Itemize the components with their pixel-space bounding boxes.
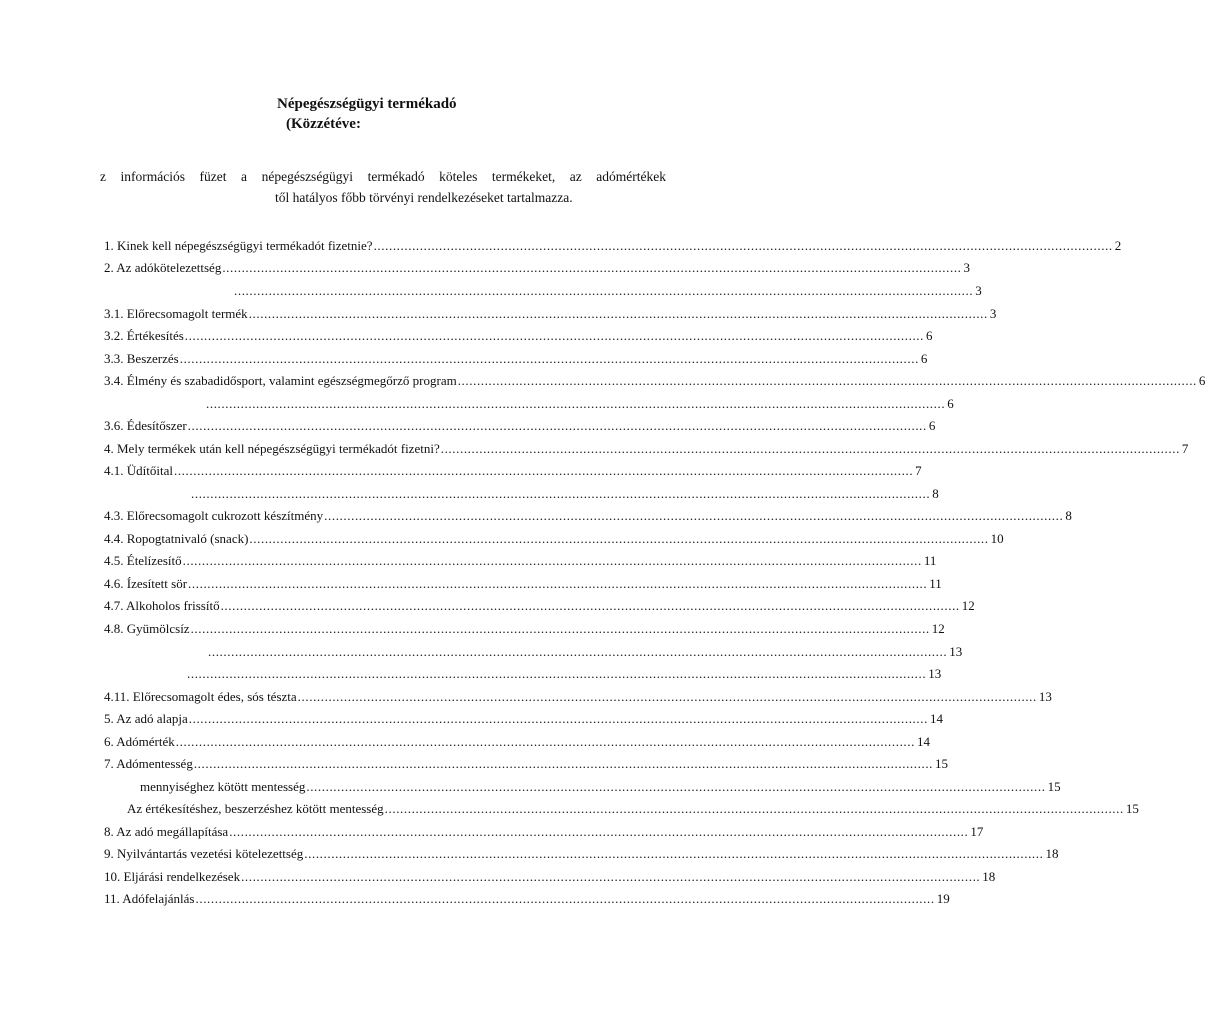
toc-leader-dots: ................................................................................................................................................................................................ bbox=[208, 644, 948, 659]
toc-entry-label: 8. Az adó megállapítása bbox=[104, 824, 229, 839]
toc-entry[interactable] bbox=[104, 440, 1189, 458]
toc-entry-page: 13 bbox=[1038, 689, 1052, 704]
toc-entry-page: 11 bbox=[923, 553, 937, 568]
toc-entry-page: 14 bbox=[916, 734, 930, 749]
toc-leader-dots: ................................................................................................................................................................................................ bbox=[179, 351, 919, 366]
toc-entry-label: 9. Nyilvántartás vezetési kötelezettség bbox=[104, 846, 304, 861]
toc-leader-dots: ................................................................................................................................................................................................ bbox=[306, 779, 1046, 794]
toc-leader-dots: ................................................................................................................................................................................................ bbox=[241, 869, 981, 884]
toc-leader-dots: ................................................................................................................................................................................................ bbox=[190, 621, 930, 636]
toc-entry[interactable] bbox=[190, 485, 939, 503]
toc-entry[interactable] bbox=[104, 597, 975, 615]
toc-leader-dots: ................................................................................................................................................................................................ bbox=[173, 463, 914, 478]
toc-entry[interactable] bbox=[104, 575, 942, 593]
toc-entry-label: 10. Eljárási rendelkezések bbox=[104, 869, 241, 884]
toc-leader-dots: ................................................................................................................................................................................................ bbox=[248, 306, 988, 321]
toc-leader-dots: ................................................................................................................................................................................................ bbox=[182, 553, 922, 568]
toc-entry-label: 3.6. Édesítőszer bbox=[104, 418, 187, 433]
toc-entry-label: 3.2. Értékesítés bbox=[104, 328, 184, 343]
toc-entry[interactable] bbox=[104, 733, 930, 751]
toc-entry-label: 4.5. Ételízesítő bbox=[104, 553, 182, 568]
toc-entry-page: 3 bbox=[989, 306, 997, 321]
toc-entry-label: 11. Adófelajánlás bbox=[104, 891, 195, 906]
toc-entry[interactable] bbox=[205, 395, 954, 413]
intro-line-2: től hatályos főbb törvényi rendelkezéseket tartalmazza. bbox=[275, 190, 573, 205]
toc-entry-label: 4.6. Ízesített sör bbox=[104, 576, 188, 591]
toc-leader-dots: ................................................................................................................................................................................................ bbox=[249, 531, 989, 546]
toc-leader-dots: ................................................................................................................................................................................................ bbox=[304, 846, 1044, 861]
toc-entry[interactable] bbox=[104, 755, 949, 773]
toc-leader-dots: ................................................................................................................................................................................................ bbox=[175, 734, 915, 749]
toc-entry[interactable] bbox=[186, 665, 942, 683]
toc-entry-page: 15 bbox=[1047, 779, 1061, 794]
toc-entry[interactable] bbox=[104, 890, 950, 908]
toc-entry-label: 3.1. Előrecsomagolt termék bbox=[104, 306, 248, 321]
toc-entry-page: 8 bbox=[932, 486, 939, 501]
toc-entry-label: 3.3. Beszerzés bbox=[104, 351, 179, 366]
toc-entry[interactable] bbox=[104, 350, 928, 368]
toc-entry[interactable] bbox=[104, 620, 945, 638]
toc-leader-dots: ................................................................................................................................................................................................ bbox=[195, 891, 935, 906]
toc-entry[interactable] bbox=[104, 305, 997, 323]
toc-entry-page: 13 bbox=[928, 666, 942, 681]
toc-entry-label: 4.8. Gyümölcsíz bbox=[104, 621, 190, 636]
toc-entry-label: 3.4. Élmény és szabadidősport, valamint egészségmegőrző program bbox=[104, 373, 457, 388]
toc-leader-dots: ................................................................................................................................................................................................ bbox=[184, 328, 924, 343]
toc-leader-dots: ................................................................................................................................................................................................ bbox=[324, 508, 1064, 523]
toc-entry-page: 3 bbox=[963, 260, 971, 275]
toc-entry[interactable] bbox=[104, 507, 1072, 525]
toc-entry[interactable] bbox=[104, 710, 943, 728]
toc-entry-page: 18 bbox=[1045, 846, 1059, 861]
toc-leader-dots: ................................................................................................................................................................................................ bbox=[297, 689, 1037, 704]
toc-entry-page: 6 bbox=[928, 418, 936, 433]
toc-leader-dots: ................................................................................................................................................................................................ bbox=[193, 756, 934, 771]
toc-leader-dots: ................................................................................................................................................................................................ bbox=[206, 396, 946, 411]
toc-entry-page: 6 bbox=[920, 351, 928, 366]
toc-leader-dots: ................................................................................................................................................................................................ bbox=[440, 441, 1180, 456]
toc-leader-dots: ................................................................................................................................................................................................ bbox=[234, 283, 974, 298]
toc-entry[interactable] bbox=[104, 237, 1122, 255]
toc-entry[interactable] bbox=[104, 552, 937, 570]
toc-leader-dots: ................................................................................................................................................................................................ bbox=[457, 373, 1197, 388]
toc-entry-label: 4.1. Üdítőital bbox=[104, 463, 173, 478]
toc-leader-dots: ................................................................................................................................................................................................ bbox=[373, 238, 1113, 253]
toc-entry-page: 15 bbox=[1125, 801, 1139, 816]
toc-entry[interactable] bbox=[104, 417, 936, 435]
toc-entry[interactable] bbox=[140, 778, 1061, 796]
toc-entry-page: 18 bbox=[982, 869, 996, 884]
document-subtitle: (Közzétéve: bbox=[286, 116, 361, 132]
toc-entry-page: 10 bbox=[990, 531, 1004, 546]
toc-leader-dots: ................................................................................................................................................................................................ bbox=[222, 260, 962, 275]
toc-entry-label: mennyiséghez kötött mentesség bbox=[140, 779, 306, 794]
toc-entry-page: 6 bbox=[926, 328, 933, 343]
toc-entry[interactable] bbox=[104, 823, 984, 841]
toc-entry-page: 6 bbox=[947, 396, 954, 411]
toc-entry[interactable] bbox=[104, 327, 933, 345]
toc-entry-page: 19 bbox=[936, 891, 950, 906]
toc-entry-label: 4. Mely termékek után kell népegészségügyi termékadót fizetni? bbox=[104, 441, 440, 456]
intro-line-1: z információs füzet a népegészségügyi termékadó köteles termékeket, az adómértékek bbox=[100, 169, 666, 184]
toc-entry-page: 6 bbox=[1198, 373, 1205, 388]
toc-entry-label: 1. Kinek kell népegészségügyi termékadót fizetnie? bbox=[104, 238, 373, 253]
toc-entry[interactable] bbox=[207, 643, 963, 661]
toc-entry-page: 7 bbox=[1181, 441, 1189, 456]
toc-entry[interactable] bbox=[104, 530, 1004, 548]
toc-leader-dots: ................................................................................................................................................................................................ bbox=[187, 418, 927, 433]
toc-entry-page: 12 bbox=[931, 621, 945, 636]
toc-entry-page: 15 bbox=[935, 756, 949, 771]
toc-leader-dots: ................................................................................................................................................................................................ bbox=[188, 711, 928, 726]
toc-entry-label: 4.11. Előrecsomagolt édes, sós tészta bbox=[104, 689, 297, 704]
toc-entry[interactable] bbox=[104, 372, 1205, 390]
toc-entry-page: 3 bbox=[975, 283, 982, 298]
toc-entry-page: 12 bbox=[961, 598, 975, 613]
toc-entry-page: 17 bbox=[970, 824, 984, 839]
toc-entry[interactable] bbox=[233, 282, 982, 300]
toc-entry-page: 13 bbox=[949, 644, 963, 659]
toc-entry[interactable] bbox=[104, 688, 1052, 706]
toc-entry-page: 2 bbox=[1114, 238, 1122, 253]
toc-entry[interactable] bbox=[104, 868, 996, 886]
toc-leader-dots: ................................................................................................................................................................................................ bbox=[229, 824, 969, 839]
toc-leader-dots: ................................................................................................................................................................................................ bbox=[187, 666, 927, 681]
toc-entry[interactable] bbox=[127, 800, 1139, 818]
toc-entry[interactable] bbox=[104, 462, 922, 480]
toc-entry-label: 4.7. Alkoholos frissítő bbox=[104, 598, 220, 613]
toc-entry-label: Az értékesítéshez, beszerzéshez kötött mentesség bbox=[127, 801, 384, 816]
toc-entry[interactable] bbox=[104, 259, 971, 277]
toc-entry-label: 4.4. Ropogtatnivaló (snack) bbox=[104, 531, 249, 546]
toc-entry[interactable] bbox=[104, 845, 1059, 863]
toc-entry-label: 7. Adómentesség bbox=[104, 756, 193, 771]
toc-leader-dots: ................................................................................................................................................................................................ bbox=[384, 801, 1124, 816]
document-title: Népegészségügyi termékadó bbox=[277, 96, 457, 112]
toc-entry-label: 4.3. Előrecsomagolt cukrozott készítmény bbox=[104, 508, 324, 523]
toc-entry-label: 5. Az adó alapja bbox=[104, 711, 188, 726]
toc-entry-page: 14 bbox=[929, 711, 943, 726]
toc-leader-dots: ................................................................................................................................................................................................ bbox=[220, 598, 960, 613]
toc-leader-dots: ................................................................................................................................................................................................ bbox=[191, 486, 931, 501]
toc-entry-page: 8 bbox=[1065, 508, 1072, 523]
toc-entry-label: 2. Az adókötelezettség bbox=[104, 260, 222, 275]
toc-entry-page: 7 bbox=[915, 463, 922, 478]
toc-entry-label: 6. Adómérték bbox=[104, 734, 175, 749]
toc-leader-dots: ................................................................................................................................................................................................ bbox=[188, 576, 928, 591]
toc-entry-page: 11 bbox=[929, 576, 942, 591]
